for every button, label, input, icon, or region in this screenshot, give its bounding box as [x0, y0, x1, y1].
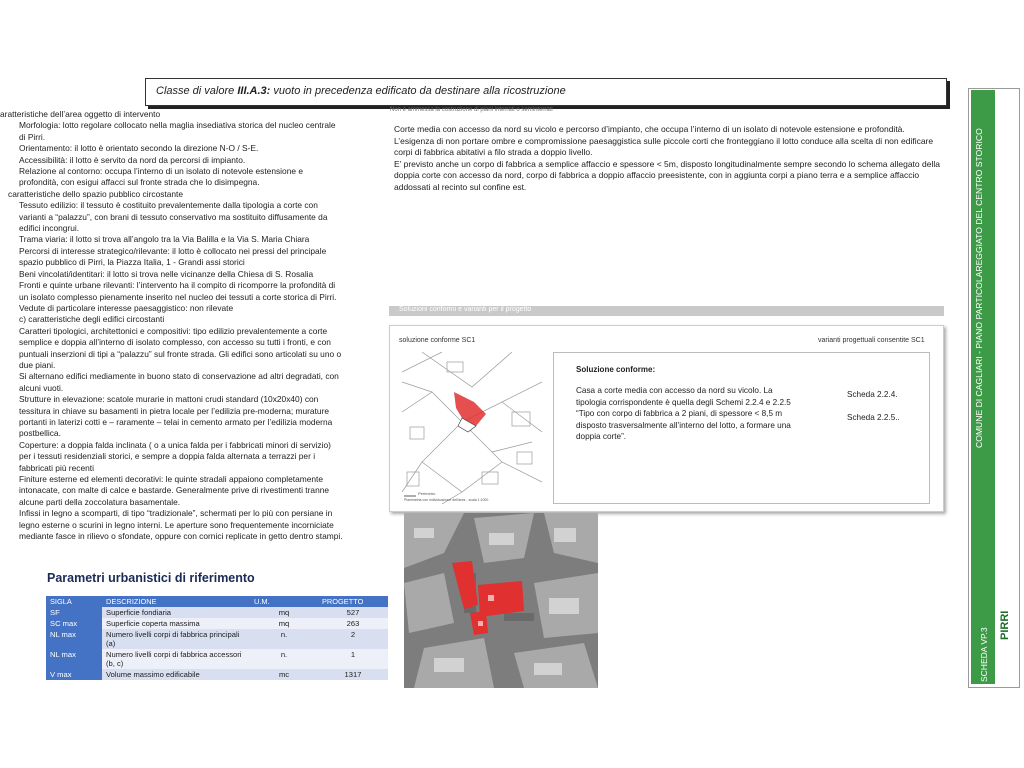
aerial-photo	[404, 513, 598, 688]
left-text-line: Tessuto edilizio: il tessuto è costituito prevalentemente dalla tipologia a corte con	[19, 200, 318, 211]
left-text-line: tessitura in chiave su basamenti in pietra locale per l’edilizia pre-moderna; murature	[19, 405, 330, 416]
left-text-line: due piani.	[19, 359, 56, 370]
params-cell-descr: Numero livelli corpi di fabbrica principali (a)	[102, 629, 250, 649]
solution-description: Casa a corte media con accesso da nord su vicolo. La tipologia corrispondente è quella degli Schemi 2.2.4 e 2.2.5 “Tipo con corpo di fabbrica a 2 piani, di spessore < 8,5 m disposto trasversalmente all’interno del lotto, a formare una doppia corte”.	[576, 386, 791, 441]
right-text-paragraph: L’esigenza di non portare ombre e compromissione paesaggistica sulle piccole corti che fronteggiano il lotto conduce alla scelta di non edificare corpi di fabbrica abitativi a filo strada a doppio livello.	[394, 135, 934, 158]
params-cell-descr: Superficie fondiaria	[102, 607, 250, 618]
params-cell-sigla: NL max	[46, 629, 102, 649]
header-box	[145, 78, 947, 106]
left-text-line: Finiture esterne ed elementi decorativi: le quinte stradali appaiono completamente	[19, 474, 324, 484]
params-cell-sigla: SF	[46, 607, 102, 618]
left-text-line: Relazione al contorno: occupa l’interno di un isolato di notevole estensione e	[19, 166, 304, 177]
left-text-line: intonacate, con malte di calce e bastarde. Generalmente prive di rivestimenti tranne	[19, 485, 330, 496]
solution-right-label: varianti progettuali consentite SC1	[818, 337, 925, 344]
params-table	[46, 596, 388, 680]
params-row	[46, 649, 388, 669]
left-text-line: Orientamento: il lotto è orientato secondo la direzione N-O / S-E.	[19, 143, 259, 154]
left-text-line: Fronti e quinte urbane rilevanti: l’intervento ha il compito di ricomporre la profondità di	[19, 280, 336, 291]
params-cell-progetto: 527	[318, 607, 388, 618]
left-text-line: per i tessuti residenziali storici, e sempre a doppia falda alternata a terrazzi per i	[19, 451, 316, 462]
vertical-title: COMUNE DI CAGLIARI - PIANO PARTICOLAREGGIATO DEL CENTRO STORICO	[974, 128, 984, 448]
tiny-note: Non è ammessa la costruzione di piani interrati o seminterrati	[390, 107, 553, 113]
site-map-drawing	[402, 352, 542, 504]
params-header-um: U.M.	[250, 596, 318, 607]
params-cell-progetto: 1317	[318, 669, 388, 680]
left-text-line: Vedute di particolare interesse paesaggistico: non rilevate	[19, 302, 234, 313]
params-header-descr: DESCRIZIONE	[102, 596, 250, 607]
params-row	[46, 669, 388, 680]
params-cell-progetto: 1	[318, 649, 388, 669]
lot-outline	[454, 392, 486, 432]
params-cell-descr: Superficie coperta massima	[102, 618, 250, 629]
right-text-paragraph: Corte media con accesso da nord su vicolo e percorso d’impianto, che occupa l’interno di un isolato di notevole estensione e profondità.	[394, 124, 905, 134]
params-cell-descr: Numero livelli corpi di fabbrica accessori (b, c)	[102, 649, 250, 669]
left-text-line: mediante fasce in rilievo o sfondate, oppure con cornici replicate in getto dentro stampi.	[19, 531, 343, 542]
right-text-paragraph: E’ previsto anche un corpo di fabbrica a semplice affaccio e spessore < 5m, disposto longitudinalmente sempre secondo lo schema allegato della doppia corte con accesso da nord, corpo di fabbrica a doppio affaccio preesistente, con in aggiunta corpi a piano terra e a semplice affaccio addossati al recinto sul confine est.	[394, 158, 940, 192]
left-text-line: varianti a “palazzu”, con brani di tessuto conservativo ma sostituito diffusamente da	[19, 211, 328, 222]
left-text-line: Infissi in legno a scomparti, di tipo “tradizionale”, schermati per lo più con persiane in	[19, 508, 333, 519]
solution-title: Soluzione conforme:	[576, 365, 656, 374]
left-text-line: semplice e doppia all’interno di isolato complesso, con accesso su tutti i fronti, e con	[19, 337, 331, 348]
params-cell-progetto: 263	[318, 618, 388, 629]
scheda-ref-2: Scheda 2.2.5..	[847, 413, 900, 422]
params-title: Parametri urbanistici di riferimento	[47, 571, 255, 585]
left-text-line: un isolato complesso pienamente inserito nel nucleo dei tessuti a corte storica di Pirri.	[19, 291, 337, 302]
left-text-line: profondità, con esigui affacci sul fronte strada che lo disimpegna.	[19, 177, 260, 188]
params-header-sigla: SIGLA	[46, 596, 102, 607]
params-cell-um: mq	[250, 618, 318, 629]
left-text-line: Morfologia: lotto regolare collocato nella maglia insediativa storica del nucleo centrale	[19, 120, 336, 131]
left-text-line: alcuni vuoti.	[19, 382, 64, 393]
left-text-line: Percorsi di interesse strategico/rilevante: il lotto è collocato nei pressi del principale	[19, 245, 327, 256]
params-cell-progetto: 2	[318, 629, 388, 649]
left-text-line: fabbricati più recenti	[19, 462, 94, 473]
left-text-line: Beni vincolati/identitari: il lotto si trova nelle vicinanze della Chiesa di S. Rosalia	[19, 268, 314, 279]
aerial-photo-drawing	[404, 513, 598, 688]
left-text-line: Accessibilità: il lotto è servito da nord da percorsi di impianto.	[19, 154, 246, 165]
left-text-line: spazio pubblico di Pirri, la Piazza Italia, 1 - Grandi assi storici	[19, 257, 245, 268]
left-text-line: puntuali inserzioni di tipi a “palazzu” sul fronte strada. Gli edifici sono articolati su uno o	[19, 348, 342, 359]
header-title: Classe di valore III.A.3: vuoto in precedenza edificato da destinare alla ricostruzione	[156, 85, 566, 97]
params-cell-um: mc	[250, 669, 318, 680]
left-text-line: postbellica.	[19, 428, 61, 439]
left-text-line: c) caratteristiche degli edifici circostanti	[19, 314, 165, 325]
scheda-code: SCHEDA VP.3	[979, 627, 989, 682]
right-description	[394, 124, 946, 194]
solution-left-label: soluzione conforme SC1	[399, 337, 476, 344]
left-text-line: caratteristiche dello spazio pubblico circostante	[8, 188, 184, 199]
map-legend: Perimetro	[418, 491, 436, 496]
solutions-band-label: Soluzioni conformi e varianti per il progetto	[399, 306, 532, 313]
solutions-band	[389, 306, 944, 316]
map-legend-2: Planimetria con individuazione dell'area - scala 1:1000	[404, 498, 489, 502]
left-text-line: Si alternano edifici mediamente in buono stato di conservazione ad altri degradati, con	[19, 371, 339, 382]
left-text-line: Caratteri tipologici, architettonici e compositivi: tipo edilizio prevalentemente a corte	[19, 325, 328, 336]
params-cell-descr: Volume massimo edificabile	[102, 669, 250, 680]
params-cell-um: mq	[250, 607, 318, 618]
left-text-line: legno esterne o scurini in legno interni. Le aperture sono frequentemente incorniciate	[19, 519, 334, 530]
params-cell-sigla: SC max	[46, 618, 102, 629]
params-cell-sigla: NL max	[46, 649, 102, 669]
left-description	[0, 109, 378, 542]
scheda-ref-1: Scheda 2.2.4.	[847, 390, 898, 399]
left-text-line: aratteristiche dell’area oggetto di intervento	[0, 109, 161, 119]
params-cell-um: n.	[250, 629, 318, 649]
left-text-line: alcune parti della zoccolatura basamentale.	[19, 496, 181, 507]
left-text-line: Strutture in elevazione: scatole murarie in mattoni crudi standard (10x20x40) con	[19, 394, 319, 405]
site-map	[402, 352, 542, 504]
left-text-line: di Pirri.	[19, 131, 46, 142]
params-row	[46, 607, 388, 618]
left-text-line: Coperture: a doppia falda inclinata ( o a unica falda per i fabbricati minori di servizio)	[19, 439, 331, 450]
params-row	[46, 629, 388, 649]
params-header-progetto: PROGETTO	[318, 596, 388, 607]
params-cell-sigla: V max	[46, 669, 102, 680]
left-text-line: edifici incongrui.	[19, 223, 80, 234]
params-cell-um: n.	[250, 649, 318, 669]
left-text-line: portanti in laterizi cotti e – raramente – telai in cemento armato per l’edilizia moderna	[19, 416, 333, 427]
district-name: PIRRI	[999, 610, 1011, 640]
params-row	[46, 618, 388, 629]
left-text-line: Trama viaria: il lotto si trova all’angolo tra la Via Balilla e la Via S. Maria Chiara	[19, 234, 310, 245]
